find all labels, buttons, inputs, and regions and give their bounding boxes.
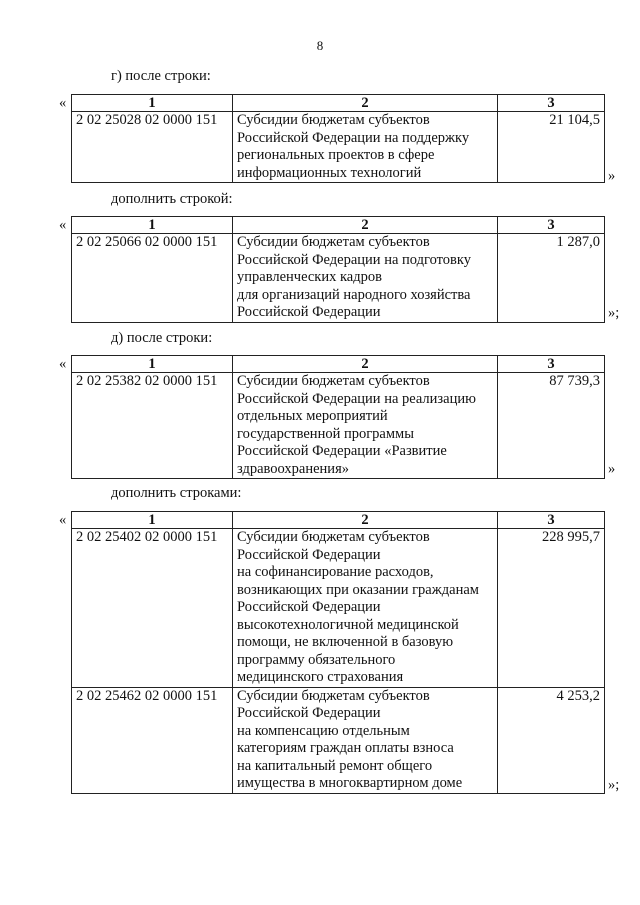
table-header-row xyxy=(72,217,605,234)
table-row xyxy=(72,234,605,323)
table-header-row xyxy=(72,95,605,112)
column-header: 1 xyxy=(72,217,233,234)
section-intro: дополнить строками: xyxy=(111,485,242,501)
column-header: 3 xyxy=(498,512,605,529)
amendment-table xyxy=(71,355,605,479)
description-cell: Субсидии бюджетам субъектов Российской Федерации на компенсацию отдельным категориям граждан оплаты взноса на капитальный ремонт общего имущества в многоквартирном доме xyxy=(233,687,498,793)
table-row xyxy=(72,687,605,793)
amount-cell: 228 995,7 xyxy=(498,529,605,688)
description-cell: Субсидии бюджетам субъектов Российской Федерации на софинансирование расходов, возникающих при оказании гражданам Российской Федерации высокотехнологичной медицинской помощи, не включенной в базовую программу обязательного медицинского страхования xyxy=(233,529,498,688)
table-header-row xyxy=(72,512,605,529)
amount-cell: 4 253,2 xyxy=(498,687,605,793)
amount-cell: 21 104,5 xyxy=(498,112,605,183)
budget-code-cell: 2 02 25066 02 0000 151 xyxy=(72,234,233,323)
opening-quote: « xyxy=(59,95,67,111)
column-header: 2 xyxy=(233,512,498,529)
table-row xyxy=(72,373,605,479)
closing-quote: »; xyxy=(608,777,620,793)
section-intro: г) после строки: xyxy=(111,68,211,84)
section-intro: дополнить строкой: xyxy=(111,191,233,207)
table-row xyxy=(72,112,605,183)
column-header: 1 xyxy=(72,356,233,373)
column-header: 2 xyxy=(233,356,498,373)
amendment-table xyxy=(71,511,605,794)
table-header-row xyxy=(72,356,605,373)
closing-quote: » xyxy=(608,461,616,477)
description-cell: Субсидии бюджетам субъектов Российской Федерации на подготовку управленческих кадров для организаций народного хозяйства Российской Федерации xyxy=(233,234,498,323)
budget-code-cell: 2 02 25382 02 0000 151 xyxy=(72,373,233,479)
budget-code-cell: 2 02 25462 02 0000 151 xyxy=(72,687,233,793)
closing-quote: »; xyxy=(608,305,620,321)
closing-quote: » xyxy=(608,168,616,184)
amount-cell: 87 739,3 xyxy=(498,373,605,479)
table-row xyxy=(72,529,605,688)
budget-code-cell: 2 02 25028 02 0000 151 xyxy=(72,112,233,183)
column-header: 1 xyxy=(72,512,233,529)
opening-quote: « xyxy=(59,217,67,233)
description-cell: Субсидии бюджетам субъектов Российской Федерации на реализацию отдельных мероприятий государственной программы Российской Федерации «Развитие здравоохранения» xyxy=(233,373,498,479)
description-cell: Субсидии бюджетам субъектов Российской Федерации на поддержку региональных проектов в сфере информационных технологий xyxy=(233,112,498,183)
column-header: 2 xyxy=(233,95,498,112)
opening-quote: « xyxy=(59,356,67,372)
budget-code-cell: 2 02 25402 02 0000 151 xyxy=(72,529,233,688)
amount-cell: 1 287,0 xyxy=(498,234,605,323)
opening-quote: « xyxy=(59,512,67,528)
page-number: 8 xyxy=(316,38,324,53)
amendment-table xyxy=(71,94,605,183)
column-header: 3 xyxy=(498,356,605,373)
amendment-table xyxy=(71,216,605,323)
column-header: 3 xyxy=(498,95,605,112)
section-intro: д) после строки: xyxy=(111,330,213,346)
column-header: 2 xyxy=(233,217,498,234)
column-header: 3 xyxy=(498,217,605,234)
column-header: 1 xyxy=(72,95,233,112)
